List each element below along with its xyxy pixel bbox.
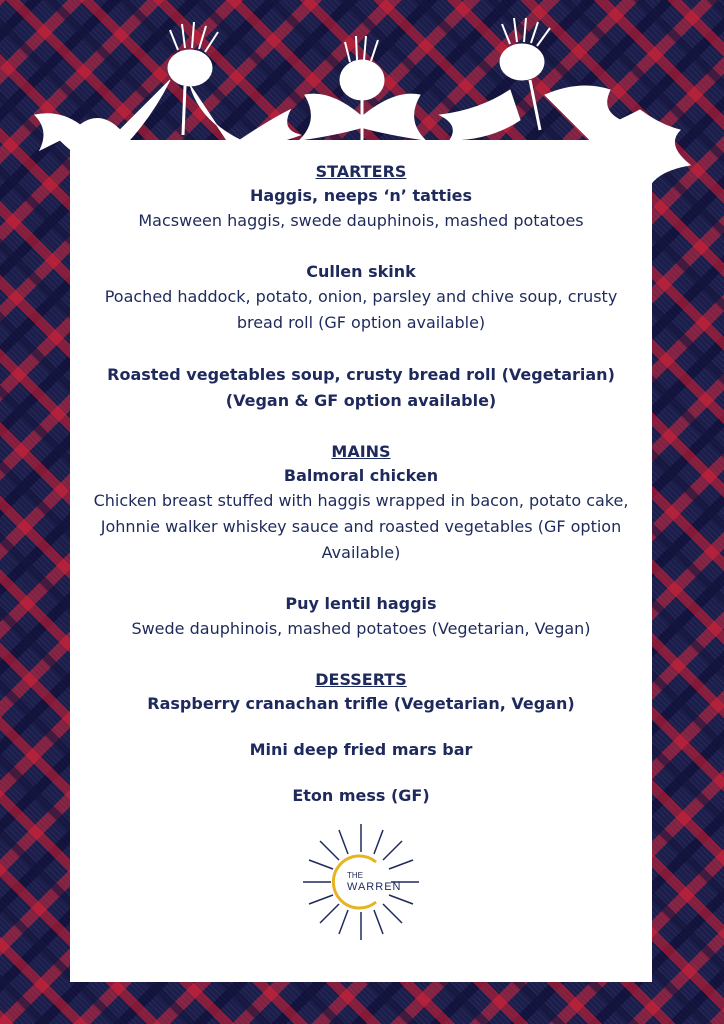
the-warren-logo bbox=[301, 822, 421, 942]
thistle-icon bbox=[300, 36, 425, 140]
menu-card bbox=[70, 140, 652, 982]
logo-text-line1: THE bbox=[347, 871, 363, 880]
dish-name: Raspberry cranachan trifle (Vegetarian, Vegan) bbox=[147, 694, 575, 713]
dish-name: Cullen skink bbox=[306, 262, 416, 281]
dish-name: Haggis, neeps ‘n’ tatties bbox=[249, 186, 473, 205]
dish-name: Mini deep fried mars bar bbox=[249, 740, 473, 759]
dish-name: Balmoral chicken bbox=[283, 466, 439, 485]
dish-name: Roasted vegetables soup, crusty bread roll (Vegetarian) (Vegan & GF option available) bbox=[107, 365, 615, 410]
dish-description: Poached haddock, potato, onion, parsley and chive soup, crusty bread roll (GF option available) bbox=[104, 287, 618, 332]
menu-content bbox=[70, 140, 652, 942]
dish-name: Eton mess (GF) bbox=[292, 786, 430, 805]
mains-heading: MAINS bbox=[331, 442, 391, 461]
logo-text-line2: WARREN bbox=[347, 881, 402, 893]
dish-description: Chicken breast stuffed with haggis wrapped in bacon, potato cake, Johnnie walker whiskey sauce and roasted vegetables (GF option Available) bbox=[93, 491, 629, 562]
dish-description: Macsween haggis, swede dauphinois, mashed potatoes bbox=[138, 211, 584, 230]
dish-name: Puy lentil haggis bbox=[285, 594, 437, 613]
desserts-heading: DESSERTS bbox=[315, 670, 407, 689]
dish-description: Swede dauphinois, mashed potatoes (Vegetarian, Vegan) bbox=[131, 619, 591, 638]
starters-heading: STARTERS bbox=[315, 162, 407, 181]
